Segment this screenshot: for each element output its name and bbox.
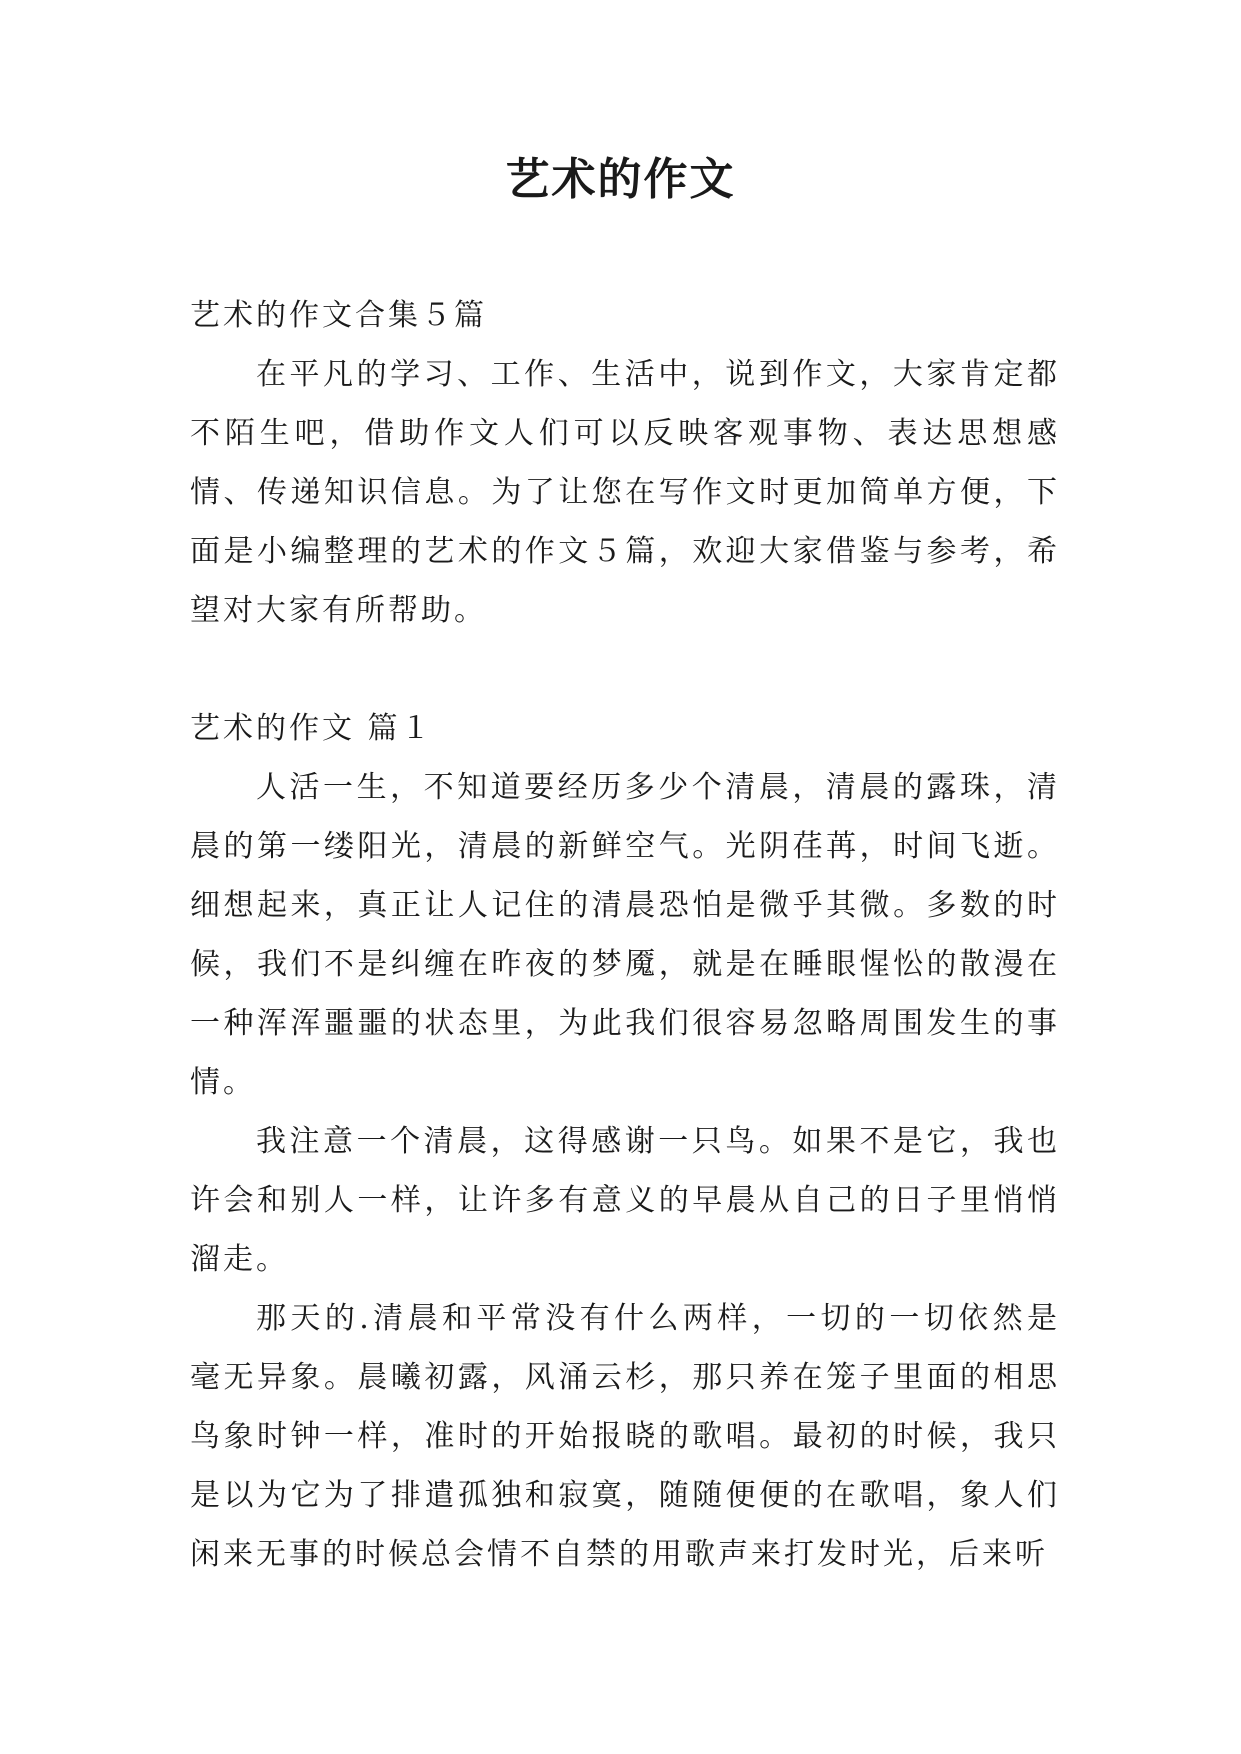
body-paragraph-3: 那天的.清晨和平常没有什么两样，一切的一切依然是毫无异象。晨曦初露，风涌云杉，那只养在笼子里面的相思鸟象时钟一样，准时的开始报晓的歌唱。最初的时候，我只是以为它为了排遣孤独和寂寞，随随便便的在歌唱，象人们闲来无事的时候总会情不自禁的用歌声来打发时光，后来听 [190, 1301, 1060, 1572]
collection-subtitle: 艺术的作文合集５篇 [190, 298, 487, 333]
intro-paragraph: 在平凡的学习、工作、生活中，说到作文，大家肯定都不陌生吧，借助作文人们可以反映客观事物、表达思想感情、传递知识信息。为了让您在写作文时更加简单方便，下面是小编整理的艺术的作文５篇，欢迎大家借鉴与参考，希望对大家有所帮助。 [190, 357, 1060, 628]
document-body [190, 286, 1060, 1584]
section-spacer [190, 640, 1060, 699]
body-paragraph-1: 人活一生，不知道要经历多少个清晨，清晨的露珠，清晨的第一缕阳光，清晨的新鲜空气。光阴荏苒，时间飞逝。细想起来，真正让人记住的清晨恐怕是微乎其微。多数的时候，我们不是纠缠在昨夜的梦魇，就是在睡眼惺忪的散漫在一种浑浑噩噩的状态里，为此我们很容易忽略周围发生的事情。 [190, 770, 1060, 1100]
document-title: 艺术的作文 [505, 154, 736, 205]
section-heading: 艺术的作文 篇１ [190, 711, 434, 746]
body-paragraph-2: 我注意一个清晨，这得感谢一只鸟。如果不是它，我也许会和别人一样，让许多有意义的早晨从自己的日子里悄悄溜走。 [190, 1124, 1060, 1277]
